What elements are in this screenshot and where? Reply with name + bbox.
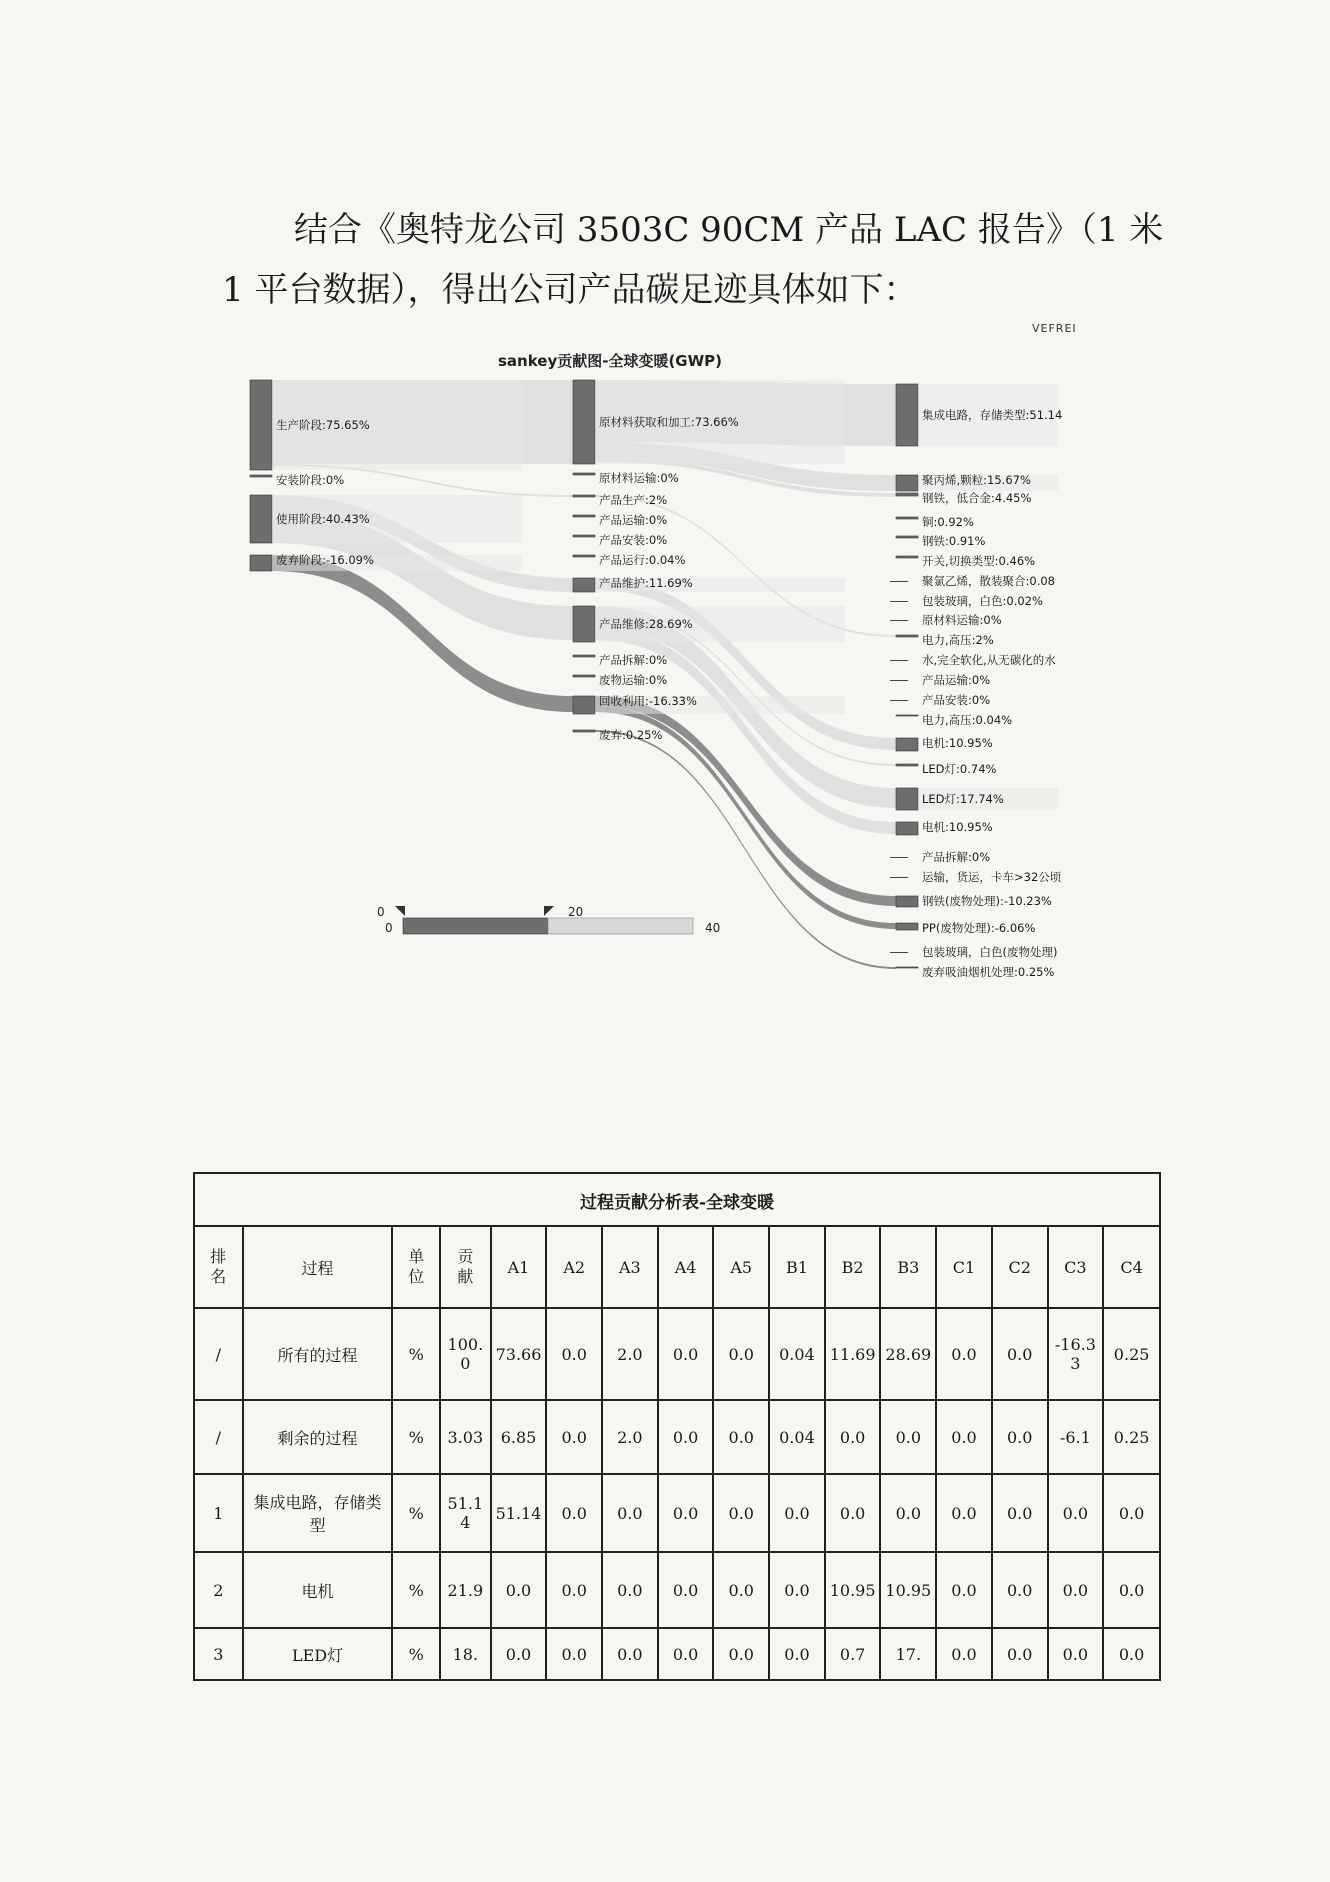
scale-bar-dark	[403, 918, 548, 934]
chart-corner-label: VEFREI	[1032, 322, 1077, 335]
table-cell: 0.0	[992, 1628, 1048, 1680]
table-cell: 100.0	[440, 1308, 491, 1400]
sankey-node-label: 废弃吸油烟机处理:0.25%	[922, 965, 1055, 979]
table-cell: 0.0	[658, 1628, 714, 1680]
table-cell: 51.14	[491, 1474, 547, 1552]
sankey-node-tick	[890, 877, 908, 878]
table-header-cell: 贡献	[440, 1226, 491, 1308]
table-cell: 0.0	[602, 1628, 658, 1680]
sankey-node-label: 产品运输:0%	[922, 673, 991, 687]
intro-paragraph	[222, 200, 1164, 320]
sankey-node	[573, 495, 595, 497]
sankey-node	[896, 384, 918, 446]
scale-marker-mid	[544, 906, 554, 916]
scale-bar-light	[548, 918, 693, 934]
sankey-node	[573, 380, 595, 464]
sankey-node	[896, 536, 918, 538]
table-cell: 0.0	[491, 1628, 547, 1680]
table-cell: %	[392, 1400, 440, 1474]
sankey-node	[573, 675, 595, 677]
table-cell: 0.0	[825, 1474, 881, 1552]
table-cell: 6.85	[491, 1400, 547, 1474]
sankey-node-label: 生产阶段:75.65%	[276, 418, 370, 432]
table-header-cell: A1	[491, 1226, 547, 1308]
table-cell: 0.0	[825, 1400, 881, 1474]
table-cell: 2	[194, 1552, 243, 1628]
table-cell: 0.0	[713, 1628, 769, 1680]
table-cell: 0.0	[936, 1400, 992, 1474]
table-cell: 3.03	[440, 1400, 491, 1474]
sankey-node	[896, 517, 918, 519]
table-cell: 0.0	[992, 1474, 1048, 1552]
sankey-node-label: 钢铁，低合金:4.45%	[922, 491, 1032, 505]
table-cell: 0.0	[546, 1628, 602, 1680]
table-cell: 0.04	[769, 1400, 825, 1474]
sankey-node-label: 原材料运输:0%	[922, 613, 1002, 627]
table-header-cell: C3	[1048, 1226, 1104, 1308]
table-cell: 3	[194, 1628, 243, 1680]
sankey-node	[573, 578, 595, 592]
sankey-node-label: 电力,高压:0.04%	[922, 713, 1013, 727]
sankey-node	[896, 715, 918, 716]
sankey-node-tick	[890, 952, 908, 953]
table-cell: 0.0	[936, 1628, 992, 1680]
table-cell: -6.1	[1048, 1400, 1104, 1474]
table-cell: 0.0	[602, 1552, 658, 1628]
table-cell: 0.04	[769, 1308, 825, 1400]
table-row	[194, 1552, 1160, 1628]
sankey-node-label: 产品维护:11.69%	[599, 576, 693, 590]
sankey-node-tick	[890, 680, 908, 681]
table-cell: LED灯	[243, 1628, 393, 1680]
table-cell: %	[392, 1628, 440, 1680]
table-header-cell: A4	[658, 1226, 714, 1308]
table-header-cell: C4	[1103, 1226, 1160, 1308]
sankey-node-label: 产品拆解:0%	[922, 850, 991, 864]
table-cell: 0.0	[658, 1552, 714, 1628]
table-cell: -16.33	[1048, 1308, 1104, 1400]
sankey-node-label: 废弃阶段:-16.09%	[276, 553, 374, 567]
sankey-node-label: 钢铁(废物处理):-10.23%	[922, 894, 1052, 908]
sankey-node-label: 运输，货运，卡车>32公顷	[922, 870, 1062, 884]
table-cell: 0.25	[1103, 1400, 1160, 1474]
table-cell: 10.95	[825, 1552, 881, 1628]
table-header-cell: A5	[713, 1226, 769, 1308]
table-row	[194, 1474, 1160, 1552]
sankey-nodes	[250, 380, 1062, 979]
sankey-node	[896, 493, 918, 496]
sankey-node-label: 产品运行:0.04%	[599, 553, 686, 567]
table-cell: 0.0	[1103, 1552, 1160, 1628]
sankey-node-label: 聚丙烯,颗粒:15.67%	[922, 473, 1031, 487]
table-cell: 0.0	[936, 1308, 992, 1400]
sankey-node-label: 电机:10.95%	[922, 820, 993, 834]
table-cell: 0.0	[992, 1552, 1048, 1628]
sankey-node	[250, 495, 272, 543]
sankey-node-label: 钢铁:0.91%	[922, 534, 986, 548]
table-cell: 0.0	[713, 1474, 769, 1552]
sankey-node	[896, 967, 918, 968]
table-cell: 0.0	[936, 1474, 992, 1552]
scale-marker-left	[395, 906, 405, 916]
sankey-node	[896, 788, 918, 810]
table-title: 过程贡献分析表-全球变暖	[193, 1172, 1161, 1225]
table-row	[194, 1400, 1160, 1474]
sankey-node-label: 集成电路，存储类型:51.14	[922, 408, 1063, 422]
table-cell: 51.14	[440, 1474, 491, 1552]
table-header-cell: C1	[936, 1226, 992, 1308]
chart-title: sankey贡献图-全球变暖(GWP)	[497, 352, 723, 370]
sankey-node-label: 产品生产:2%	[599, 493, 668, 507]
table-cell: 18.	[440, 1628, 491, 1680]
sankey-node	[573, 696, 595, 714]
table-cell: 0.0	[546, 1400, 602, 1474]
table-header-cell: C2	[992, 1226, 1048, 1308]
table-cell: 2.0	[602, 1400, 658, 1474]
table-cell: 0.0	[546, 1308, 602, 1400]
table-cell: 0.0	[602, 1474, 658, 1552]
table-cell: 10.95	[880, 1552, 936, 1628]
sankey-node-label: 水,完全软化,从无碳化的水	[922, 653, 1056, 667]
sankey-node	[250, 555, 272, 571]
sankey-node-label: 开关,切换类型:0.46%	[922, 554, 1036, 568]
sankey-node-label: 包装玻璃，白色(废物处理)	[922, 945, 1058, 959]
process-contribution-table	[193, 1172, 1161, 1681]
table-cell: 剩余的过程	[243, 1400, 393, 1474]
sankey-node	[573, 555, 595, 557]
table-cell: 0.0	[546, 1552, 602, 1628]
sankey-node-label: 产品维修:28.69%	[599, 617, 693, 631]
sankey-node-tick	[890, 660, 908, 661]
table-cell: 集成电路，存储类型	[243, 1474, 393, 1552]
table-cell: 0.0	[1048, 1628, 1104, 1680]
table-cell: 17.	[880, 1628, 936, 1680]
sankey-node-tick	[890, 857, 908, 858]
table-row	[194, 1628, 1160, 1680]
table-cell: 0.0	[713, 1400, 769, 1474]
sankey-node	[896, 475, 918, 491]
table-cell: %	[392, 1308, 440, 1400]
sankey-scale	[377, 905, 720, 935]
sankey-node	[896, 923, 918, 930]
table-cell: 0.0	[658, 1308, 714, 1400]
table-header-cell: B2	[825, 1226, 881, 1308]
sankey-node	[573, 535, 595, 537]
sankey-node-label: 安装阶段:0%	[276, 473, 345, 487]
table-header-cell: B1	[769, 1226, 825, 1308]
sankey-node-label: 原材料获取和加工:73.66%	[599, 415, 739, 429]
table-body	[194, 1308, 1160, 1680]
table-cell: /	[194, 1308, 243, 1400]
sankey-node	[896, 764, 918, 766]
sankey-node-label: LED灯:17.74%	[922, 792, 1004, 806]
scale-tick-label: 0	[377, 905, 385, 919]
sankey-node	[896, 822, 918, 835]
table-cell: 0.0	[769, 1552, 825, 1628]
sankey-node-label: PP(废物处理):-6.06%	[922, 921, 1036, 935]
sankey-node-label: 电机:10.95%	[922, 736, 993, 750]
table-cell: 0.0	[546, 1474, 602, 1552]
sankey-node-label: 产品安装:0%	[922, 693, 991, 707]
table-cell: 11.69	[825, 1308, 881, 1400]
sankey-node-label: 铜:0.92%	[922, 515, 974, 529]
scale-tick-label: 20	[568, 905, 584, 919]
table-cell: 1	[194, 1474, 243, 1552]
table-cell: 0.0	[491, 1552, 547, 1628]
table-cell: 0.0	[769, 1474, 825, 1552]
sankey-node-label: 电力,高压:2%	[922, 633, 994, 647]
table-cell: 0.0	[713, 1552, 769, 1628]
table-cell: 0.0	[936, 1552, 992, 1628]
table-cell: 0.0	[992, 1308, 1048, 1400]
table-cell: 2.0	[602, 1308, 658, 1400]
sankey-node	[573, 655, 595, 657]
table-cell: 0.0	[713, 1308, 769, 1400]
sankey-node-tick	[890, 620, 908, 621]
sankey-node-label: 使用阶段:40.43%	[276, 512, 370, 526]
sankey-node-tick	[890, 700, 908, 701]
table-row	[194, 1308, 1160, 1400]
sankey-node-label: 聚氯乙烯，散装聚合:0.08	[922, 574, 1055, 588]
table-cell: %	[392, 1552, 440, 1628]
sankey-node-label: 原材料运输:0%	[599, 471, 679, 485]
table-cell: %	[392, 1474, 440, 1552]
table-cell: /	[194, 1400, 243, 1474]
sankey-node-label: 产品安装:0%	[599, 533, 668, 547]
scale-tick-label: 40	[705, 921, 721, 935]
intro-line-1: 结合《奥特龙公司 3503C 90CM 产品 LAC 报告》（1 米	[294, 210, 1164, 250]
sankey-node	[250, 380, 272, 470]
sankey-chart	[240, 320, 1120, 1120]
sankey-node	[573, 730, 595, 732]
table-cell: 0.0	[658, 1474, 714, 1552]
sankey-node	[573, 606, 595, 642]
sankey-node-label: 产品拆解:0%	[599, 653, 668, 667]
table-header-cell: A2	[546, 1226, 602, 1308]
scale-tick-label: 0	[385, 921, 393, 935]
table-cell: 0.0	[769, 1628, 825, 1680]
sankey-node-label: LED灯:0.74%	[922, 762, 997, 776]
sankey-node	[896, 738, 918, 751]
sankey-node-tick	[890, 581, 908, 582]
table-cell: 0.0	[992, 1400, 1048, 1474]
sankey-node	[896, 635, 918, 637]
table-cell: 0.0	[1103, 1474, 1160, 1552]
table-cell: 0.7	[825, 1628, 881, 1680]
sankey-node-tick	[890, 601, 908, 602]
sankey-node	[250, 475, 272, 477]
table-cell: 21.9	[440, 1552, 491, 1628]
table-header-cell: B3	[880, 1226, 936, 1308]
table-cell: 0.0	[658, 1400, 714, 1474]
sankey-node	[573, 473, 595, 475]
table-cell: 0.0	[880, 1400, 936, 1474]
table-cell: 73.66	[491, 1308, 547, 1400]
table-header-cell: 排名	[194, 1226, 243, 1308]
table-header-cell: 单位	[392, 1226, 440, 1308]
table-cell: 0.25	[1103, 1308, 1160, 1400]
sankey-node-label: 废弃:0.25%	[599, 728, 663, 742]
table-cell: 电机	[243, 1552, 393, 1628]
sankey-node-label: 废物运输:0%	[599, 673, 668, 687]
intro-line-2: 1 平台数据），得出公司产品碳足迹具体如下：	[222, 270, 918, 310]
table-cell: 0.0	[1103, 1628, 1160, 1680]
table-header-cell: A3	[602, 1226, 658, 1308]
sankey-node	[573, 515, 595, 517]
sankey-node-label: 回收利用:-16.33%	[599, 694, 697, 708]
sankey-node	[896, 556, 918, 558]
table-cell: 所有的过程	[243, 1308, 393, 1400]
table-cell: 28.69	[880, 1308, 936, 1400]
table-cell: 0.0	[880, 1474, 936, 1552]
table-header-cell: 过程	[243, 1226, 393, 1308]
sankey-node	[896, 896, 918, 907]
sankey-node-label: 包装玻璃，白色:0.02%	[922, 594, 1043, 608]
table-cell: 0.0	[1048, 1474, 1104, 1552]
sankey-node-label: 产品运输:0%	[599, 513, 668, 527]
table-header-row	[194, 1226, 1160, 1308]
table-cell: 0.0	[1048, 1552, 1104, 1628]
